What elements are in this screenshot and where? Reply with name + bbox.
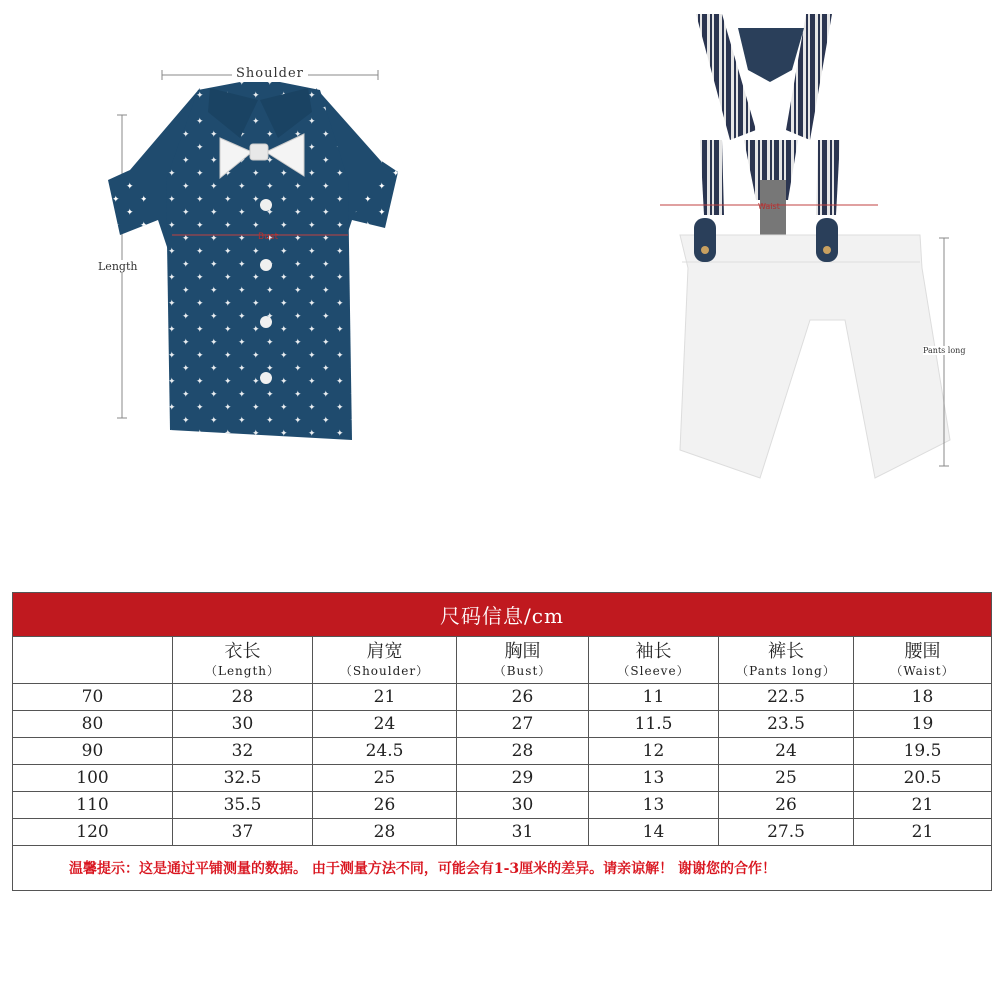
table-cell: 26: [719, 792, 854, 819]
pants-long-label: Pants long: [923, 346, 966, 355]
table-cell: 21: [854, 819, 992, 846]
header-en: （Waist）: [890, 664, 955, 678]
header-zh: 裤长: [768, 641, 804, 662]
header-shoulder: [313, 637, 457, 684]
table-cell: 21: [313, 684, 457, 711]
header-sleeve: [589, 637, 719, 684]
table-cell: 24.5: [313, 738, 457, 765]
table-cell: 14: [589, 819, 719, 846]
header-en: （Bust）: [493, 664, 552, 678]
header-zh: 袖长: [635, 641, 672, 662]
table-cell: 100: [13, 765, 173, 792]
table-cell: 13: [589, 792, 719, 819]
table-cell: 12: [589, 738, 719, 765]
table-cell: 35.5: [173, 792, 313, 819]
table-cell: 23.5: [719, 711, 854, 738]
table-cell: 25: [313, 765, 457, 792]
header-waist: [854, 637, 992, 684]
table-cell: 70: [13, 684, 173, 711]
header-en: （Length）: [204, 664, 281, 678]
header-zh: 衣长: [224, 641, 261, 662]
shorts-image: [620, 0, 980, 500]
table-row: [13, 792, 992, 819]
header-zh: 肩宽: [366, 641, 403, 662]
table-cell: 27.5: [719, 819, 854, 846]
shoulder-label: Shoulder: [232, 66, 308, 81]
table-cell: 120: [13, 819, 173, 846]
table-cell: 26: [313, 792, 457, 819]
table-row: [13, 711, 992, 738]
table-cell: 29: [457, 765, 589, 792]
size-table: [12, 592, 992, 891]
header-length: [173, 637, 313, 684]
table-cell: 19: [854, 711, 992, 738]
shorts-illustration: [620, 0, 980, 500]
header-en: （Sleeve）: [617, 664, 690, 678]
table-cell: 110: [13, 792, 173, 819]
table-row: [13, 684, 992, 711]
table-cell: 11.5: [589, 711, 719, 738]
table-cell: 21: [854, 792, 992, 819]
table-header-row: [13, 637, 992, 684]
table-cell: 20.5: [854, 765, 992, 792]
table-row: [13, 738, 992, 765]
waist-marker-text: Waist: [758, 202, 780, 211]
table-cell: 30: [457, 792, 589, 819]
table-row: [13, 819, 992, 846]
table-cell: 11: [589, 684, 719, 711]
table-cell: 24: [313, 711, 457, 738]
header-bust: [457, 637, 589, 684]
table-cell: 27: [457, 711, 589, 738]
table-cell: 32.5: [173, 765, 313, 792]
table-cell: 80: [13, 711, 173, 738]
header-size: [13, 637, 173, 684]
table-cell: 32: [173, 738, 313, 765]
table-cell: 90: [13, 738, 173, 765]
table-cell: 30: [173, 711, 313, 738]
table-cell: 37: [173, 819, 313, 846]
table-cell: 25: [719, 765, 854, 792]
table-cell: 26: [457, 684, 589, 711]
header-zh: 胸围: [504, 641, 541, 662]
table-cell: 22.5: [719, 684, 854, 711]
table-row: [13, 765, 992, 792]
table-cell: 13: [589, 765, 719, 792]
measurement-note: 温馨提示：这是通过平铺测量的数据。 由于测量方法不同，可能会有1-3厘米的差异。请亲谅解！ 谢谢您的合作！: [13, 846, 992, 891]
table-cell: 28: [173, 684, 313, 711]
table-title: 尺码信息/cm: [13, 593, 992, 637]
bust-marker-text: Bust: [258, 232, 279, 242]
shirt-illustration: [80, 60, 420, 460]
length-label: Length: [98, 260, 138, 273]
table-cell: 28: [313, 819, 457, 846]
header-pants-long: [719, 637, 854, 684]
header-en: （Shoulder）: [339, 664, 430, 678]
table-cell: 28: [457, 738, 589, 765]
table-cell: 24: [719, 738, 854, 765]
table-cell: 18: [854, 684, 992, 711]
header-zh: 腰围: [904, 641, 941, 662]
table-cell: 19.5: [854, 738, 992, 765]
header-en: （Pants long）: [736, 664, 836, 678]
table-cell: 31: [457, 819, 589, 846]
